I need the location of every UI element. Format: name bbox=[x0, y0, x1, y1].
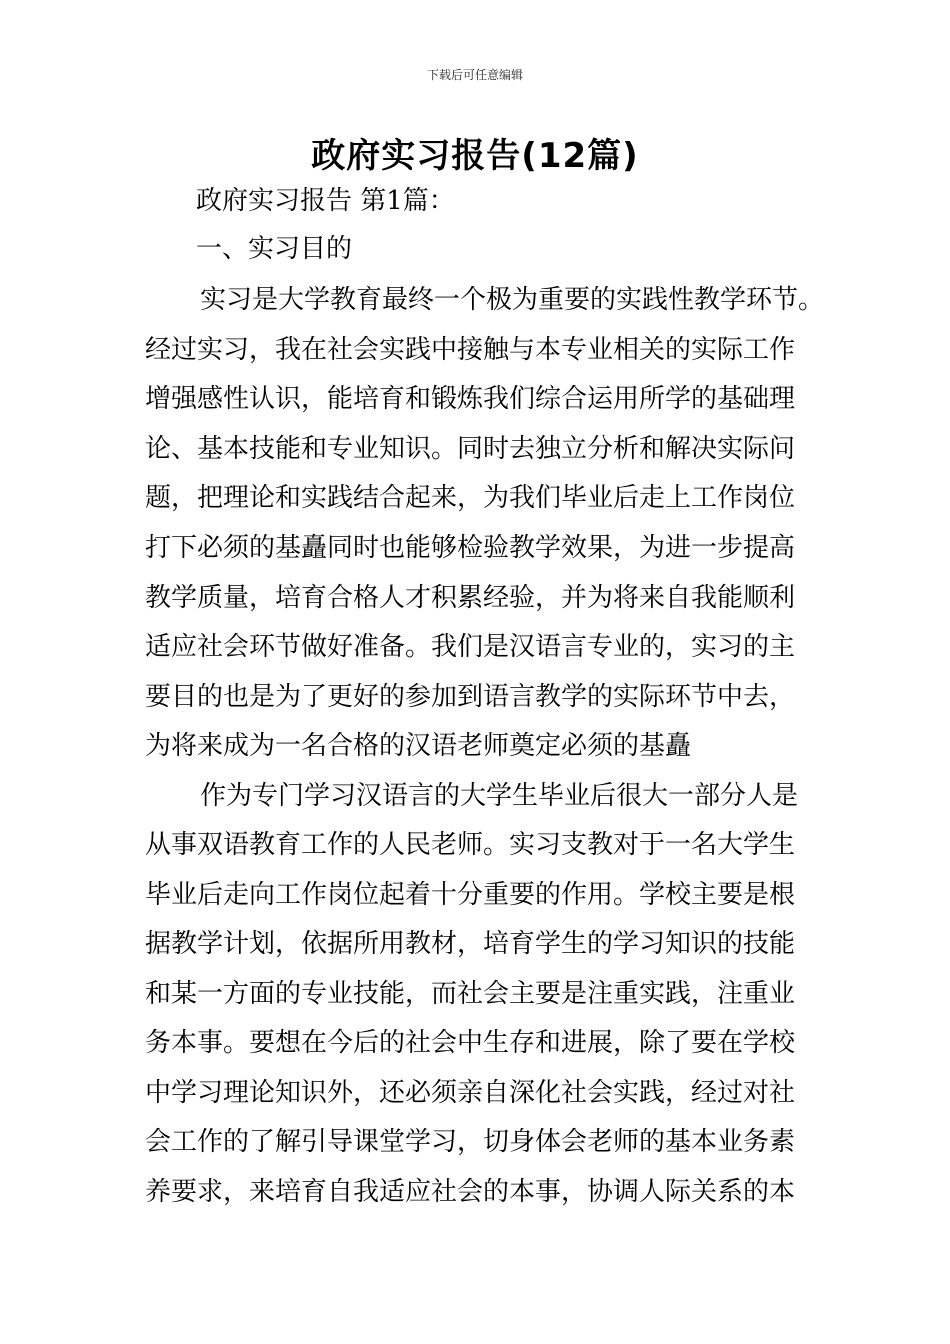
header-note: 下载后可任意编辑 bbox=[426, 68, 523, 82]
body-line: 为将来成为一名合格的汉语老师奠定必须的基矗 bbox=[145, 731, 692, 761]
body-line: 打下必须的基矗同时也能够检验教学效果，为进一步提高 bbox=[145, 533, 796, 563]
body-line: 实习是大学教育最终一个极为重要的实践性教学环节。 bbox=[200, 285, 825, 315]
body-line: 经过实习，我在社会实践中接触与本专业相关的实际工作 bbox=[145, 335, 796, 365]
body-line: 和某一方面的专业技能，而社会主要是注重实践，注重业 bbox=[145, 979, 796, 1009]
body-line: 增强感性认识，能培育和锻炼我们综合运用所学的基础理 bbox=[145, 384, 796, 414]
body-line: 论、基本技能和专业知识。同时去独立分析和解决实际问 bbox=[145, 434, 796, 464]
body-line: 适应社会环节做好准备。我们是汉语言专业的，实习的主 bbox=[145, 632, 796, 662]
body-line: 务本事。要想在今后的社会中生存和进展，除了要在学校 bbox=[145, 1028, 796, 1058]
document-title: 政府实习报告(12篇) bbox=[311, 136, 639, 176]
body-line: 教学质量，培育合格人才积累经验，并为将来自我能顺利 bbox=[145, 583, 796, 613]
body-line: 毕业后走向工作岗位起着十分重要的作用。学校主要是根 bbox=[145, 880, 796, 910]
body-line: 据教学计划，依据所用教材，培育学生的学习知识的技能 bbox=[145, 929, 796, 959]
body-line: 作为专门学习汉语言的大学生毕业后很大一部分人是 bbox=[200, 781, 799, 811]
chapter-heading: 政府实习报告 第1篇： bbox=[196, 186, 455, 216]
body-line: 会工作的了解引导课堂学习，切身体会老师的基本业务素 bbox=[145, 1127, 796, 1157]
body-line: 中学习理论知识外，还必须亲自深化社会实践，经过对社 bbox=[145, 1078, 796, 1108]
section-heading: 一、实习目的 bbox=[196, 234, 353, 264]
body-line: 从事双语教育工作的人民老师。实习支教对于一名大学生 bbox=[145, 830, 796, 860]
body-line: 题，把理论和实践结合起来，为我们毕业后走上工作岗位 bbox=[145, 483, 796, 513]
body-line: 要目的也是为了更好的参加到语言教学的实际环节中去， bbox=[145, 682, 796, 712]
body-line: 养要求，来培育自我适应社会的本事，协调人际关系的本 bbox=[145, 1177, 796, 1207]
